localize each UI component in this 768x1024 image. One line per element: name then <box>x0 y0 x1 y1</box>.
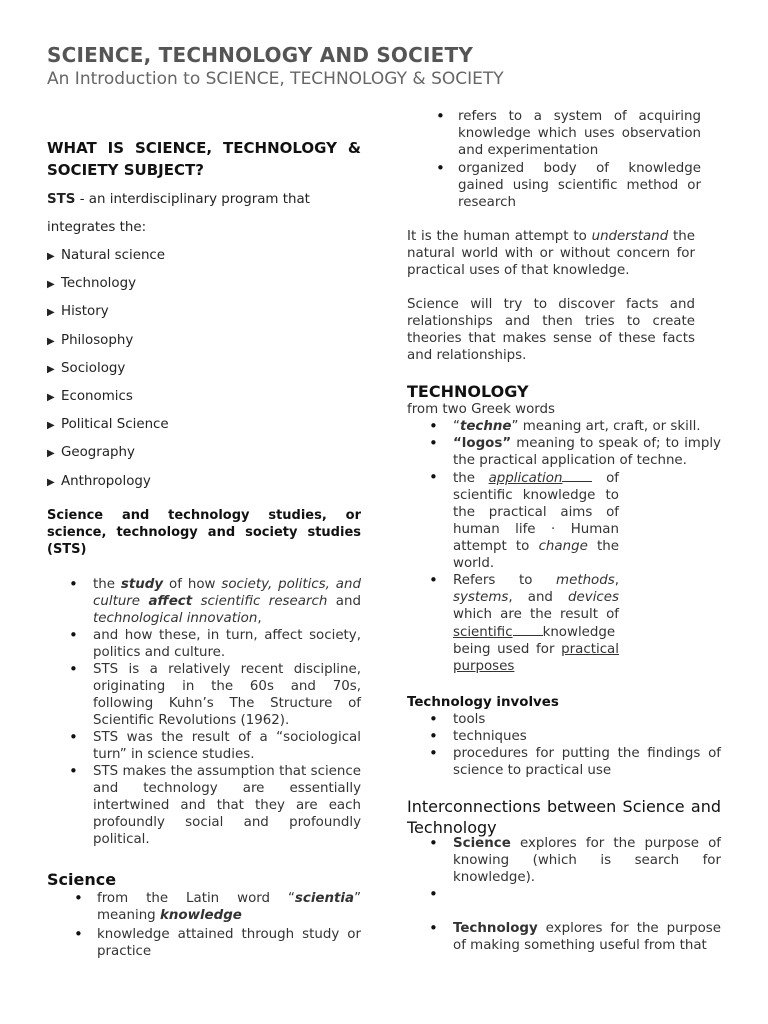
text-span: practical purposes <box>453 642 619 674</box>
list-item <box>407 418 721 435</box>
text-span: of how <box>163 577 222 592</box>
text-span: “logos” <box>453 436 512 451</box>
text-span: methods <box>556 573 615 588</box>
greek-words-line: from two Greek words <box>407 402 556 417</box>
text-span: the <box>93 577 121 592</box>
list-item <box>47 472 169 500</box>
list-item <box>47 246 169 274</box>
text-span: scientia <box>294 891 355 906</box>
list-item <box>407 920 721 954</box>
technology-bullet-list <box>407 418 721 675</box>
triangle-bullet-icon: ▶ <box>47 307 55 319</box>
text-span: , and <box>508 590 569 605</box>
field-label: Sociology <box>61 360 126 376</box>
underline-gap <box>562 469 592 482</box>
text-span: affect <box>148 594 193 609</box>
list-item <box>47 302 169 330</box>
science-continued-list <box>407 108 701 211</box>
science-bullet-list <box>47 890 361 960</box>
section-heading-interconnections: Interconnections between Science and Technology <box>407 797 721 837</box>
text-span: the natural world with or without concern for practical uses of that knowledge. <box>407 229 695 278</box>
interconnections-list <box>407 835 721 954</box>
paragraph-human-attempt <box>407 228 695 279</box>
text-span: ” meaning <box>97 891 361 923</box>
list-item <box>47 274 169 302</box>
fields-list <box>47 246 169 500</box>
text-span: and <box>327 594 361 609</box>
field-label: Economics <box>61 388 133 404</box>
list-item <box>47 331 169 359</box>
list-item <box>407 469 619 572</box>
underline-gap <box>513 623 543 636</box>
list-item <box>47 443 169 471</box>
list-item <box>407 835 721 886</box>
technology-involves-heading: Technology involves <box>407 695 559 710</box>
text-span: which are the result of <box>453 607 619 622</box>
document-header <box>47 42 504 90</box>
field-label: Natural science <box>61 248 166 263</box>
list-item: • tools <box>407 711 721 728</box>
list-item <box>47 387 169 415</box>
list-item: • organized body of knowledge gained using scientific method or research <box>407 160 701 211</box>
text-span: explores for the purpose of knowing (which is search for knowledge). <box>453 836 721 885</box>
list-item: • and how these, in turn, affect society, politics and culture. <box>47 627 361 661</box>
text-span: Science <box>453 836 511 851</box>
field-label: Anthropology <box>61 473 151 489</box>
list-item <box>47 576 361 627</box>
triangle-bullet-icon: ▶ <box>47 279 55 291</box>
list-item: • knowledge attained through study or practice <box>47 926 361 960</box>
field-label: Philosophy <box>61 332 134 348</box>
text-span: Technology <box>453 921 538 936</box>
triangle-bullet-icon: ▶ <box>47 251 55 262</box>
list-item <box>407 572 619 675</box>
text-span: scientific <box>453 625 513 640</box>
integrates-line: integrates the: <box>47 220 147 235</box>
triangle-bullet-icon: ▶ <box>47 335 55 347</box>
document-title: SCIENCE, TECHNOLOGY AND SOCIETY <box>47 43 474 67</box>
sts-intro-text: - an interdisciplinary program that <box>75 192 310 207</box>
technology-involves-list <box>407 711 721 779</box>
text-span: knowledge <box>159 908 242 923</box>
section-heading-science: Science <box>47 870 117 889</box>
triangle-bullet-icon: ▶ <box>47 448 55 460</box>
list-item: • refers to a system of acquiring knowledge which uses observation and experimentation <box>407 108 701 159</box>
text-span: ” meaning art, craft, or skill. <box>511 419 701 434</box>
text-span: the <box>453 471 489 486</box>
list-item <box>407 886 721 920</box>
list-item <box>47 359 169 387</box>
text-span: study <box>120 577 164 592</box>
field-label: Technology <box>61 276 137 292</box>
sts-bullet-list <box>47 576 361 848</box>
text-span: Refers to <box>453 573 557 588</box>
document-subtitle: An Introduction to SCIENCE, TECHNOLOGY & SOCIETY <box>47 69 504 89</box>
paragraph-science-discover: Science will try to discover facts and relationships and then tries to create theories that makes sense of these facts and relationships. <box>407 297 695 363</box>
sts-definition: Science and technology studies, or science, technology and society studies (STS) <box>47 508 361 557</box>
text-span: from the Latin word “ <box>97 891 295 906</box>
sts-intro-line <box>47 190 310 210</box>
list-item <box>47 890 361 924</box>
text-span: systems <box>453 590 509 605</box>
text-span: , <box>614 573 619 588</box>
list-item: • STS was the result of a “sociological turn” in science studies. <box>47 729 361 763</box>
text-span: of scientific knowledge to the practical aims of human life · Human attempt to <box>453 471 619 554</box>
text-span: scientific research <box>192 594 328 609</box>
triangle-bullet-icon: ▶ <box>47 363 55 375</box>
text-span: techne <box>459 419 512 434</box>
list-item <box>47 415 169 443</box>
text-span: It is the human attempt to <box>407 229 592 244</box>
text-span: , <box>257 611 262 626</box>
text-span: society, politics, and culture <box>93 577 361 609</box>
text-span: technological innovation <box>93 611 258 626</box>
text-span: “ <box>453 419 460 434</box>
field-label: Political Science <box>61 417 169 433</box>
list-item: • STS makes the assumption that science and technology are essentially intertwined and that they are each profoundly social and profoundly political. <box>47 763 361 848</box>
text-span: explores for the purpose of making something useful from that <box>453 921 721 953</box>
triangle-bullet-icon: ▶ <box>47 391 55 403</box>
list-item <box>407 435 721 469</box>
list-item: • techniques <box>407 728 721 745</box>
triangle-bullet-icon: ▶ <box>47 476 55 488</box>
text-span: change <box>538 539 588 554</box>
text-span: meaning to speak of; to imply the practical application of techne. <box>453 436 721 468</box>
text-span: knowledge being used for <box>453 625 616 657</box>
section-heading-technology: TECHNOLOGY <box>407 382 529 401</box>
text-span: understand <box>591 229 669 244</box>
list-item: • STS is a relatively recent discipline, originating in the 60s and 70s, following Kuhn’s The Structure of Scientific Revolutions (1962). <box>47 661 361 729</box>
text-span: devices <box>568 590 619 605</box>
sts-abbr: STS <box>47 192 76 207</box>
text-span: application <box>488 471 563 486</box>
section-heading-what-is-sts: WHAT IS SCIENCE, TECHNOLOGY & SOCIETY SUBJECT? <box>47 139 361 179</box>
text-span: the world. <box>453 539 620 571</box>
list-item: • procedures for putting the findings of science to practical use <box>407 745 721 779</box>
field-label: History <box>61 304 109 320</box>
field-label: Geography <box>61 445 135 461</box>
triangle-bullet-icon: ▶ <box>47 420 55 432</box>
